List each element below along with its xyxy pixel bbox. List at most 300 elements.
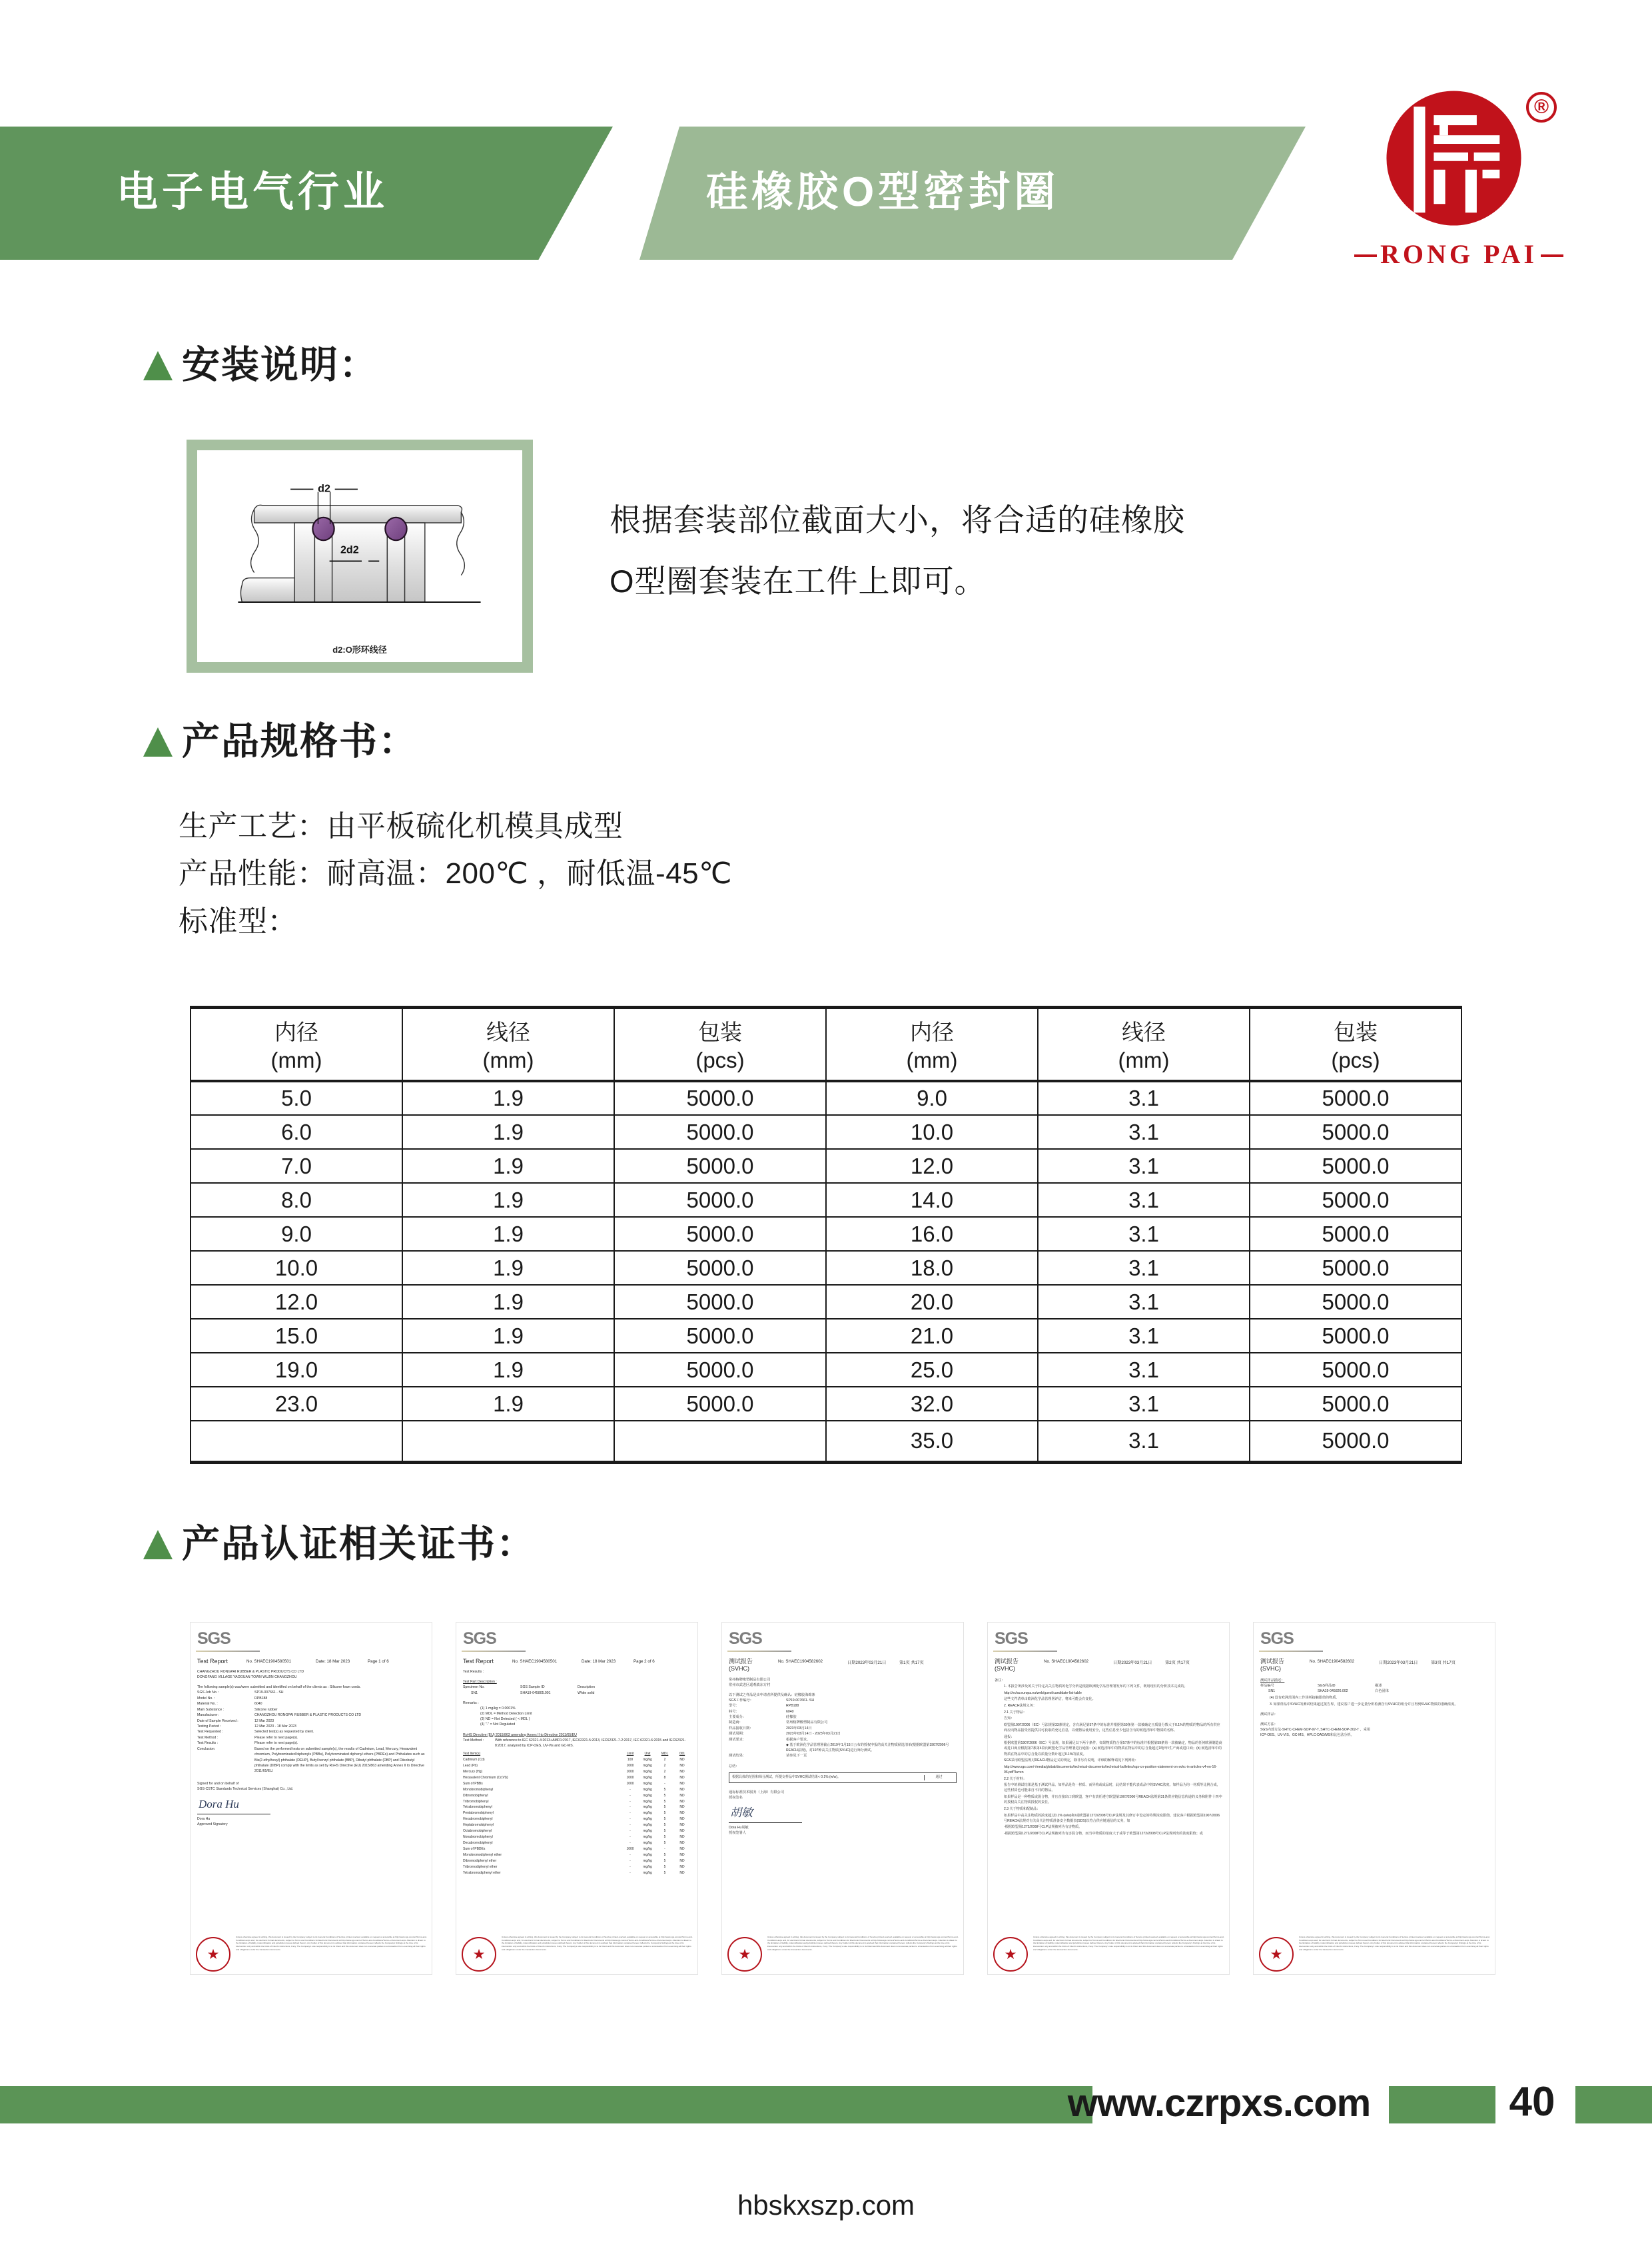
cert-note: 通报： [1004, 1734, 1015, 1739]
cert-field-value: Selected test(s) as requested by client. [254, 1730, 314, 1734]
cert-note: SGS采用欧盟法规对REACH物品定义的规定，除非另有说明，详细的解释请见下列网址： [1004, 1758, 1138, 1763]
cert-company-line: DONGFANG VILLAGE YAOGUAN TOWN WUJIN CHANGZHOU [197, 1675, 297, 1680]
table-cell: 1.9 [402, 1183, 614, 1217]
oring-diagram [187, 440, 533, 673]
cert-field-key: Main Substance : [197, 1707, 224, 1712]
registered-trademark-icon: ® [1526, 92, 1557, 123]
cert-remark: (2) MDL = Method Detection Limit [480, 1712, 532, 1716]
cert-table-row [463, 1769, 691, 1775]
table-cell: 1.9 [402, 1353, 614, 1387]
spec-heading-text: 产品规格书： [182, 720, 418, 763]
cert-table-cell: 100 [627, 1757, 633, 1762]
cert-table-cell: mg/kg [643, 1805, 652, 1810]
cert-field [729, 1698, 957, 1703]
certificate-body [995, 1678, 1222, 1837]
cert-conclusion [197, 1746, 425, 1774]
certificate-page: 第3页 共17页 [1431, 1661, 1455, 1665]
cert-table-cell: - [629, 1864, 631, 1869]
cert-field-key: 测试周期： [729, 1732, 746, 1736]
cert-intro: 以下测试之样品是由申请者所提供及确认：硅橡胶海绵条 [729, 1693, 815, 1697]
sgs-logo: SGS [197, 1629, 230, 1648]
table-cell: 3.1 [1038, 1387, 1250, 1421]
table-cell: 21.0 [826, 1319, 1038, 1353]
cert-table-cell: mg/kg [643, 1781, 652, 1786]
cert-field-value: Please refer to next page(s). [254, 1735, 298, 1740]
table-cell: 5.0 [191, 1081, 402, 1115]
certificate-header [729, 1658, 957, 1673]
certificate-title: Test Report [463, 1658, 494, 1665]
cert-table-cell: mg/kg [643, 1870, 652, 1875]
cert-table-cell: 5 [663, 1852, 666, 1857]
cert-table-header-cell: 001 [679, 1752, 685, 1756]
spec-text-block [179, 803, 732, 945]
certificate-date: 日期2023年03月21日 [1379, 1661, 1418, 1665]
certificate-page: 第1页 共17页 [899, 1661, 924, 1665]
star-icon: ★ [1270, 1946, 1283, 1962]
diagram-caption: d2:O形环线径 [332, 645, 387, 655]
cert-table-cell: Hexavalent Chromium (Cr(VI)) [463, 1775, 508, 1780]
table-cell [191, 1421, 402, 1462]
spec-section-heading [143, 720, 418, 763]
cert-table-cell: - [629, 1787, 631, 1792]
cert-signed-line: SGS-CSTC Standards Technical Services (Shanghai) Co., Ltd. [197, 1786, 294, 1791]
cert-field-value: 2023年03月14日 - 2023年03月21日 [786, 1732, 841, 1736]
install-heading-text: 安装说明： [182, 344, 378, 386]
cert-field-value: RPB188 [786, 1704, 799, 1708]
cert-table-cell: mg/kg [643, 1841, 652, 1846]
cert-table-cell: Dibromodiphenyl ether [463, 1858, 497, 1863]
table-cell: 35.0 [826, 1421, 1038, 1462]
logo-wordmark: RONG PAI [1356, 238, 1562, 270]
certificate-report-no: No. SHAEC1904580501 [246, 1659, 292, 1664]
cert-table-header-cell: Limit [626, 1752, 634, 1756]
table-cell: 5000.0 [1250, 1387, 1461, 1421]
table-header-row-units [191, 1046, 1461, 1081]
cert-field-value: SP19-007661- SH [786, 1698, 815, 1702]
cert-table-cell: - [664, 1847, 665, 1852]
cert-field [197, 1707, 425, 1712]
table-header-row-names [191, 1008, 1461, 1047]
cert-table-cell: ND [679, 1847, 685, 1852]
cert-company-line: CHANGZHOU RONGPAI RUBBER & PLASTIC PRODUCTS CO LTD [197, 1670, 304, 1675]
table-cell: 15.0 [191, 1319, 402, 1353]
cert-table-cell: 5 [663, 1799, 666, 1804]
triangle-bullet-icon [143, 351, 173, 380]
cert-table-cell: Dibromobiphenyl [463, 1793, 488, 1798]
table-cell: 5000.0 [614, 1353, 826, 1387]
cert-table-cell: mg/kg [643, 1757, 652, 1762]
cert-seal-icon [196, 1937, 230, 1972]
table-cell: 1.9 [402, 1319, 614, 1353]
certificate-thumbnail[interactable] [190, 1622, 432, 1975]
table-row [191, 1285, 1461, 1319]
cert-company-line: 常州市武进区遥观镇东方村 [729, 1683, 771, 1687]
cert-table-cell: ND [679, 1852, 685, 1857]
cert-method-line: SGS内部方法-SHTC-CHEM-SOP-97-T, SHTC-CHEM-SOP-302-T ，采用 [1260, 1727, 1370, 1732]
cert-result-table [463, 1751, 691, 1876]
cert-table-cell: - [629, 1823, 631, 1828]
cert-table-cell: ND [679, 1829, 685, 1834]
cert-table-cell: mg/kg [643, 1864, 652, 1869]
table-row [191, 1251, 1461, 1285]
cert-table-cell: 2 [663, 1757, 666, 1762]
cert-note: 如果样品是一种物质或混合物，并且直接出口到欧盟，客户有责任遵守欧盟第1907/2006号REACH法规第31条供应链信息传递的义务和附件十四中的授权高关注物质授权的责任。 [1004, 1795, 1222, 1805]
page-header [0, 0, 1652, 313]
cert-sample-label: 测试样品： [1260, 1712, 1278, 1716]
cert-field-key: Test Results : [197, 1741, 218, 1746]
cert-field-value: 根据客户要求。 [786, 1737, 811, 1742]
cert-field-value: 常州榕牌橡塑制品有限公司 [786, 1720, 828, 1725]
cert-table-row [463, 1775, 691, 1781]
cert-table-cell: 5 [663, 1829, 666, 1834]
cert-field [729, 1714, 957, 1720]
footer-website-url: www.czrpxs.com [1067, 2081, 1371, 2125]
table-cell: 5000.0 [1250, 1149, 1461, 1183]
certificate-report-no: No. SHAEC1904582602 [1310, 1659, 1355, 1664]
table-cell: 1.9 [402, 1387, 614, 1421]
cert-specimen-row [463, 1691, 691, 1696]
cert-seal-icon [993, 1937, 1028, 1972]
specimen-col: Specimen No. [463, 1685, 485, 1690]
cert-field [197, 1740, 425, 1746]
cert-note: http://echa.europa.eu/web/guest/candidate-list-table [1004, 1691, 1082, 1695]
table-cell: 12.0 [826, 1149, 1038, 1183]
install-desc-line2: O型圈套装在工件上即可。 [610, 563, 987, 599]
cert-table-cell: Tetrabromobiphenyl [463, 1805, 492, 1810]
table-row [191, 1387, 1461, 1421]
footer-bar-right [1575, 2086, 1652, 2123]
table-cell: 12.0 [191, 1285, 402, 1319]
cert-note: 2.2 关于材料： [1004, 1776, 1027, 1781]
cert-note: 欧盟第1907/2006（EC）号法规第33条规定，含有满足第57条中的标准并根据第59条第一款被确定且质量分数大于0.1%的物质的物品的所有供应商应向物品接受者提供其可获取的充足信息，以便物品使用安全，这些信息至少包括含有的候选清单中物质的名称。 [1004, 1722, 1220, 1733]
cert-field [197, 1701, 425, 1706]
spec-standard-label: 标准型： [179, 905, 297, 938]
cert-note: (4) 没有欧洲范围内工作场所接触限值的物质。 [1270, 1695, 1340, 1700]
cert-table-cell: mg/kg [643, 1763, 652, 1768]
cert-specimen-row [1260, 1689, 1488, 1694]
cert-field-value: RPB188 [254, 1696, 268, 1700]
cert-note: -根据欧盟第1272/2008号CLP法规被列为有害混合物，而当中物质的浓度大于或等于欧盟第1272/2008号CLP法规列出的浓度限值；或 [1004, 1831, 1203, 1836]
cert-signed-line: Signed for and on behalf of [197, 1781, 239, 1786]
specimen-val: SHA19-045826.002 [1318, 1689, 1348, 1693]
cert-intro: The following sample(s) was/were submitted and identified on behalf of the clients as : Silicone foam cords. [197, 1685, 361, 1690]
cert-note: 如果样品中高关注物质的浓度超过0.1% (w/w)和/或欧盟第1272/2008号CLP法规及其修订中设定的特殊浓度限值，建议客户根据欧盟第1907/2006号REACH法规对有关高关注物质准备安全数据表(SDS)以符合供应链通信的义务，如 [1004, 1813, 1220, 1823]
cert-table-row [463, 1864, 691, 1870]
cert-table-row [463, 1811, 691, 1817]
table-cell: 3.1 [1038, 1251, 1250, 1285]
cert-method-key: Test Method : [463, 1738, 484, 1742]
cert-table-cell: 5 [663, 1870, 666, 1875]
cert-table-cell: mg/kg [643, 1823, 652, 1828]
table-cell: 1.9 [402, 1149, 614, 1183]
certificate-report-no: No. SHAEC1904582602 [778, 1659, 823, 1664]
cert-table-cell: mg/kg [643, 1858, 652, 1863]
cert-table-cell: ND [679, 1763, 685, 1768]
cert-table-cell: - [629, 1852, 631, 1857]
table-cell: 3.1 [1038, 1285, 1250, 1319]
col-unit-1: (mm) [402, 1046, 614, 1081]
col-header-2: 包装 [614, 1008, 826, 1047]
install-section-heading [143, 346, 378, 384]
star-icon: ★ [1004, 1946, 1017, 1962]
table-row [191, 1081, 1461, 1115]
cert-table-cell: ND [679, 1805, 685, 1810]
cert-table-cell: 5 [663, 1835, 666, 1840]
cert-signatory-role: Approved Signatory [197, 1822, 228, 1827]
certificate-title: 测试报告 (SVHC) [729, 1658, 753, 1673]
cert-table-cell: mg/kg [643, 1835, 652, 1840]
specification-table [190, 1006, 1462, 1464]
certificate-header [463, 1658, 691, 1665]
install-desc-line1: 根据套装部位截面大小，将合适的硅橡胶 [610, 502, 1185, 538]
cert-field-key: 型号： [729, 1704, 739, 1708]
cert-note: 1. 本报告所涉及的关于特定高关注物质的化学分析是根据欧洲化学品管理署发布的下列文件，利用现有的分析技术完成的。 [1004, 1685, 1188, 1689]
cert-table-cell: ND [679, 1864, 685, 1869]
table-cell: 5000.0 [614, 1285, 826, 1319]
table-cell: 6.0 [191, 1115, 402, 1149]
cert-table-cell: mg/kg [643, 1829, 652, 1834]
table-cell: 1.9 [402, 1081, 614, 1115]
cert-request-detail: ◆ 基于欧洲化学品管理署截止2019年1月15日公布的授权申报的高关注物质候选清单(根据欧盟第1907/2006号REACH法规)，对197种高关注物质(SVHC)进行筛分测试。 [786, 1743, 949, 1753]
table-row [191, 1149, 1461, 1183]
cert-field-value: 请参见下一页 [786, 1754, 807, 1758]
table-cell: 1.9 [402, 1115, 614, 1149]
cert-table-cell: mg/kg [643, 1775, 652, 1780]
cert-field-value: Silicone rubber [254, 1707, 278, 1712]
cert-table-header-cell: Test Item(s) [463, 1752, 481, 1756]
cert-table-cell: 5 [663, 1811, 666, 1816]
cert-table-cell: 1000 [626, 1763, 634, 1768]
cert-field [729, 1703, 957, 1708]
table-row [191, 1353, 1461, 1387]
cert-table-row [463, 1763, 691, 1769]
cert-table-row [463, 1829, 691, 1835]
cert-field-key: SGS Job No. : [197, 1691, 220, 1695]
cert-table-cell: mg/kg [643, 1769, 652, 1774]
install-description [610, 490, 1376, 611]
cert-table-cell: 2 [663, 1769, 666, 1774]
specimen-val: 白色固体 [1375, 1689, 1389, 1693]
cert-table-cell: ND [679, 1799, 685, 1804]
table-row [191, 1115, 1461, 1149]
table-cell: 16.0 [826, 1217, 1038, 1251]
table-cell: 3.1 [1038, 1183, 1250, 1217]
table-cell: 3.1 [1038, 1149, 1250, 1183]
col-unit-0: (mm) [191, 1046, 402, 1081]
cert-table-cell: Mercury (Hg) [463, 1769, 483, 1774]
cert-disclaimer: Unless otherwise agreed in writing, this document is issued by the Company subject to its General Conditions of Service printed overleaf, available on request or accessible at http://www.sgs.com/en/Terms-and-Conditions.aspx and, for electronic format documents, subject to Terms and Conditions for Electronic Documents at http://www.sgs.com/en/Terms-and-Conditions/Terms-e-Document.aspx. Attention is drawn to the limitation of liability, indemnification and jurisdiction issues defined therein. Any holder of this document is advised that information contained hereon reflects the Company's findings at the time of its intervention only and within the limits of Client's instructions, if any. The Company's sole responsibility is to its Client and this document does not exonerate parties to a transaction from exercising all their rights and obligations under the transaction documents. [1299, 1936, 1490, 1951]
cert-results-label: Test Results : [463, 1670, 484, 1675]
cert-signature-mark: 胡敏 [730, 1806, 753, 1819]
sgs-logo: SGS [729, 1629, 762, 1648]
table-row [191, 1421, 1461, 1462]
table-head [191, 1008, 1461, 1082]
cert-signature-mark: Dora Hu [199, 1797, 239, 1810]
cert-field [729, 1731, 957, 1736]
certificate-report-no: No. SHAEC1904582602 [1044, 1659, 1089, 1664]
cert-field-key: Test Method : [197, 1735, 218, 1740]
cert-table-cell: - [664, 1781, 665, 1786]
cert-table-row [463, 1787, 691, 1793]
col-header-5: 包装 [1250, 1008, 1461, 1047]
certificate-body [463, 1669, 691, 1876]
specimen-val: SHA19-045805.001 [520, 1691, 551, 1695]
table-cell: 9.0 [191, 1217, 402, 1251]
table-cell: 19.0 [191, 1353, 402, 1387]
cert-table-cell: Monobromobiphenyl [463, 1787, 494, 1792]
cert-table-row [463, 1757, 691, 1763]
cert-table-cell: mg/kg [643, 1847, 652, 1852]
cert-table-cell: 5 [663, 1864, 666, 1869]
cert-company-line: 常州榕牌橡塑制品有限公司 [729, 1677, 771, 1682]
cert-method [463, 1738, 691, 1749]
cert-disclaimer: Unless otherwise agreed in writing, this document is issued by the Company subject to its General Conditions of Service printed overleaf, available on request or accessible at http://www.sgs.com/en/Terms-and-Conditions.aspx and, for electronic format documents, subject to Terms and Conditions for Electronic Documents at http://www.sgs.com/en/Terms-and-Conditions/Terms-e-Document.aspx. Attention is drawn to the limitation of liability, indemnification and jurisdiction issues defined therein. Any holder of this document is advised that information contained hereon reflects the Company's findings at the time of its intervention only and within the limits of Client's instructions, if any. The Company's sole responsibility is to its Client and this document does not exonerate parties to a transaction from exercising all their rights and obligations under the transaction documents. [1033, 1936, 1224, 1951]
table-cell: 1.9 [402, 1251, 614, 1285]
certificate-title: 测试报告 (SVHC) [995, 1658, 1019, 1673]
cert-table-row [463, 1805, 691, 1811]
certificate-thumbnail[interactable] [1253, 1622, 1495, 1975]
footer-bar-left [0, 2086, 1092, 2123]
cert-table-cell: mg/kg [643, 1817, 652, 1822]
cert-field-key: 主要成分： [729, 1714, 746, 1719]
table-cell: 18.0 [826, 1251, 1038, 1285]
cert-table-cell: mg/kg [643, 1852, 652, 1857]
cert-table-cell: - [629, 1817, 631, 1822]
col-header-4: 线径 [1038, 1008, 1250, 1047]
cert-table-cell: Sum of PBBs [463, 1781, 483, 1786]
company-logo [1356, 87, 1562, 286]
cert-table-header-cell: MDL [661, 1752, 669, 1756]
specimen-val: SN1 [471, 1691, 478, 1695]
certificate-body [729, 1677, 957, 1836]
watermark-text: hbskxszp.com [737, 2189, 915, 2221]
cert-table-row [463, 1870, 691, 1876]
cert-field-value: 6040 [254, 1702, 262, 1706]
certificate-thumbnail[interactable] [721, 1622, 964, 1975]
certificate-thumbnails [190, 1622, 1495, 1982]
col-header-3: 内径 [826, 1008, 1038, 1047]
cert-table-cell: - [629, 1835, 631, 1840]
table-row [191, 1217, 1461, 1251]
certificate-page: Page 2 of 6 [633, 1659, 655, 1664]
cert-signatory-name: Dora Hu [197, 1817, 210, 1822]
cert-table-row [463, 1841, 691, 1847]
cert-note: 告知： [1004, 1716, 1015, 1721]
table-cell: 5000.0 [614, 1115, 826, 1149]
certificate-report-no: No. SHAEC1904580501 [512, 1659, 558, 1664]
cert-table-cell: 5 [663, 1817, 666, 1822]
cert-table-cell: - [629, 1858, 631, 1863]
table-body [191, 1081, 1461, 1462]
cert-remark: (3) ND = Not Detected ( < MDL ) [480, 1717, 530, 1722]
certificate-date: Date: 18 Mar 2023 [582, 1659, 616, 1664]
cert-directive: RoHS Directive (EU) 2015/863 amending Annex II to Directive 2011/65/EU [463, 1732, 577, 1737]
rongpai-emblem-icon [1382, 87, 1525, 230]
cert-table-cell: mg/kg [643, 1787, 652, 1792]
cert-field [729, 1726, 957, 1731]
cert-field-value: CHANGZHOU RONGPAI RUBBER & PLASTIC PRODUCTS CO LTD [254, 1713, 362, 1718]
cert-table-header-cell: Unit [644, 1752, 651, 1756]
cert-field-value: 硅橡胶 [786, 1714, 797, 1719]
cert-table-cell: 5 [663, 1858, 666, 1863]
table-cell: 5000.0 [614, 1251, 826, 1285]
cert-field-value: 2023年03月14日 [786, 1726, 812, 1730]
cert-table-cell: Tetrabromodiphenyl ether [463, 1870, 501, 1875]
table-cell: 5000.0 [614, 1217, 826, 1251]
cert-field-key: SGS工作编号： [729, 1698, 753, 1702]
cert-table-cell: - [629, 1811, 631, 1816]
cert-method-label: 测试方法： [1260, 1722, 1278, 1726]
cert-table-cell: 1000 [626, 1769, 634, 1774]
specimen-val: White solid [578, 1691, 595, 1695]
cert-seal-icon [727, 1937, 762, 1972]
cert-table-cell: mg/kg [643, 1811, 652, 1816]
cert-table-cell: 5 [663, 1841, 666, 1846]
cert-table-cell: ND [679, 1787, 685, 1792]
col-unit-4: (mm) [1038, 1046, 1250, 1081]
cert-field-value: Please refer to next page(s). [254, 1741, 298, 1746]
table-cell: 3.1 [1038, 1115, 1250, 1149]
cert-field-key: Model No. : [197, 1696, 215, 1700]
sgs-logo: SGS [1260, 1629, 1294, 1648]
specimen-col: 描述 [1375, 1683, 1382, 1688]
certificate-date: 日期2023年03月21日 [847, 1661, 887, 1665]
footer-bar-mid [1389, 2086, 1495, 2123]
table-cell: 25.0 [826, 1353, 1038, 1387]
table-cell: 1.9 [402, 1217, 614, 1251]
cert-table-cell: mg/kg [643, 1799, 652, 1804]
table-cell: 5000.0 [1250, 1251, 1461, 1285]
cert-field-key: Test Requested : [197, 1730, 223, 1734]
cert-field-value: 6040 [786, 1709, 794, 1714]
cert-table-cell: 1000 [626, 1847, 634, 1852]
cert-field-key: 制造商： [729, 1720, 743, 1725]
cert-table-row [463, 1793, 691, 1799]
table-cell: 5000.0 [614, 1149, 826, 1183]
cert-note: 3. 如果样品中SVHC的测试结果超过报告界，建议客户进一步定量分析检测含有SVHC的组分并且得到SVHC物质的准确浓度。 [1270, 1702, 1458, 1706]
table-cell: 5000.0 [1250, 1285, 1461, 1319]
table-cell [614, 1421, 826, 1462]
cert-note: 报告中的测试结果是基于测试样品。如样品是均一材质、而异构或成品时，此结果不能代表成品中的SVHC浓度。如样品为均一材质等比例合成，这些材质也可能来自不同的物品。 [1004, 1783, 1220, 1793]
cert-field-key: Date of Sample Received : [197, 1718, 238, 1723]
certificate-date: Date: 18 Mar 2023 [316, 1659, 350, 1664]
cert-table-row [463, 1852, 691, 1858]
cert-table-cell: ND [679, 1858, 685, 1863]
cert-table-cell: ND [679, 1793, 685, 1798]
cert-signed-line: 授权签名 [729, 1795, 743, 1800]
table-cell: 10.0 [191, 1251, 402, 1285]
cert-field [197, 1729, 425, 1734]
cert-part-desc-label: Test Part Description : [463, 1680, 497, 1685]
certificate-thumbnail[interactable] [456, 1622, 698, 1975]
certificate-header [1260, 1658, 1488, 1673]
table-cell: 5000.0 [614, 1183, 826, 1217]
cert-remark: (1) 1 mg/kg = 0.0001% [480, 1706, 516, 1711]
table-cell: 5000.0 [614, 1387, 826, 1421]
table-cell: 8.0 [191, 1183, 402, 1217]
certificate-header [995, 1658, 1222, 1673]
product-label: 硅橡胶O型密封圈 [706, 169, 1060, 215]
cert-disclaimer: Unless otherwise agreed in writing, this document is issued by the Company subject to its General Conditions of Service printed overleaf, available on request or accessible at http://www.sgs.com/en/Terms-and-Conditions.aspx and, for electronic format documents, subject to Terms and Conditions for Electronic Documents at http://www.sgs.com/en/Terms-and-Conditions/Terms-e-Document.aspx. Attention is drawn to the limitation of liability, indemnification and jurisdiction issues defined therein. Any holder of this document is advised that information contained hereon reflects the Company's findings at the time of its intervention only and within the limits of Client's instructions, if any. The Company's sole responsibility is to its Client and this document does not exonerate parties to a transaction from exercising all their rights and obligations under the transaction documents. [236, 1936, 427, 1951]
cert-table-cell: ND [679, 1841, 685, 1846]
cert-table-cell: ND [679, 1870, 685, 1875]
cert-field-key: Testing Period : [197, 1724, 221, 1728]
cert-note: 根据欧盟第1907/2006（EC）号法规，如果满足以下两个条件，如果物质符合第57条中的标准并根据第59条第一款被确定，物品的任何欧洲制造商或进口商应根据第7条第4款向欧盟化学品管理署进行通报：(a) 候选清单中的物质在物品中的总含量超过1吨/年/生产商或进口商；(b) 候选清单中的物质在物品中的总含量以质量分数计超过0.1%的浓度。 [1004, 1741, 1222, 1756]
col-unit-3: (mm) [826, 1046, 1038, 1081]
table-cell: 9.0 [826, 1081, 1038, 1115]
specimen-col: SGS样品ID [1318, 1683, 1336, 1688]
certificate-thumbnail[interactable] [987, 1622, 1230, 1975]
